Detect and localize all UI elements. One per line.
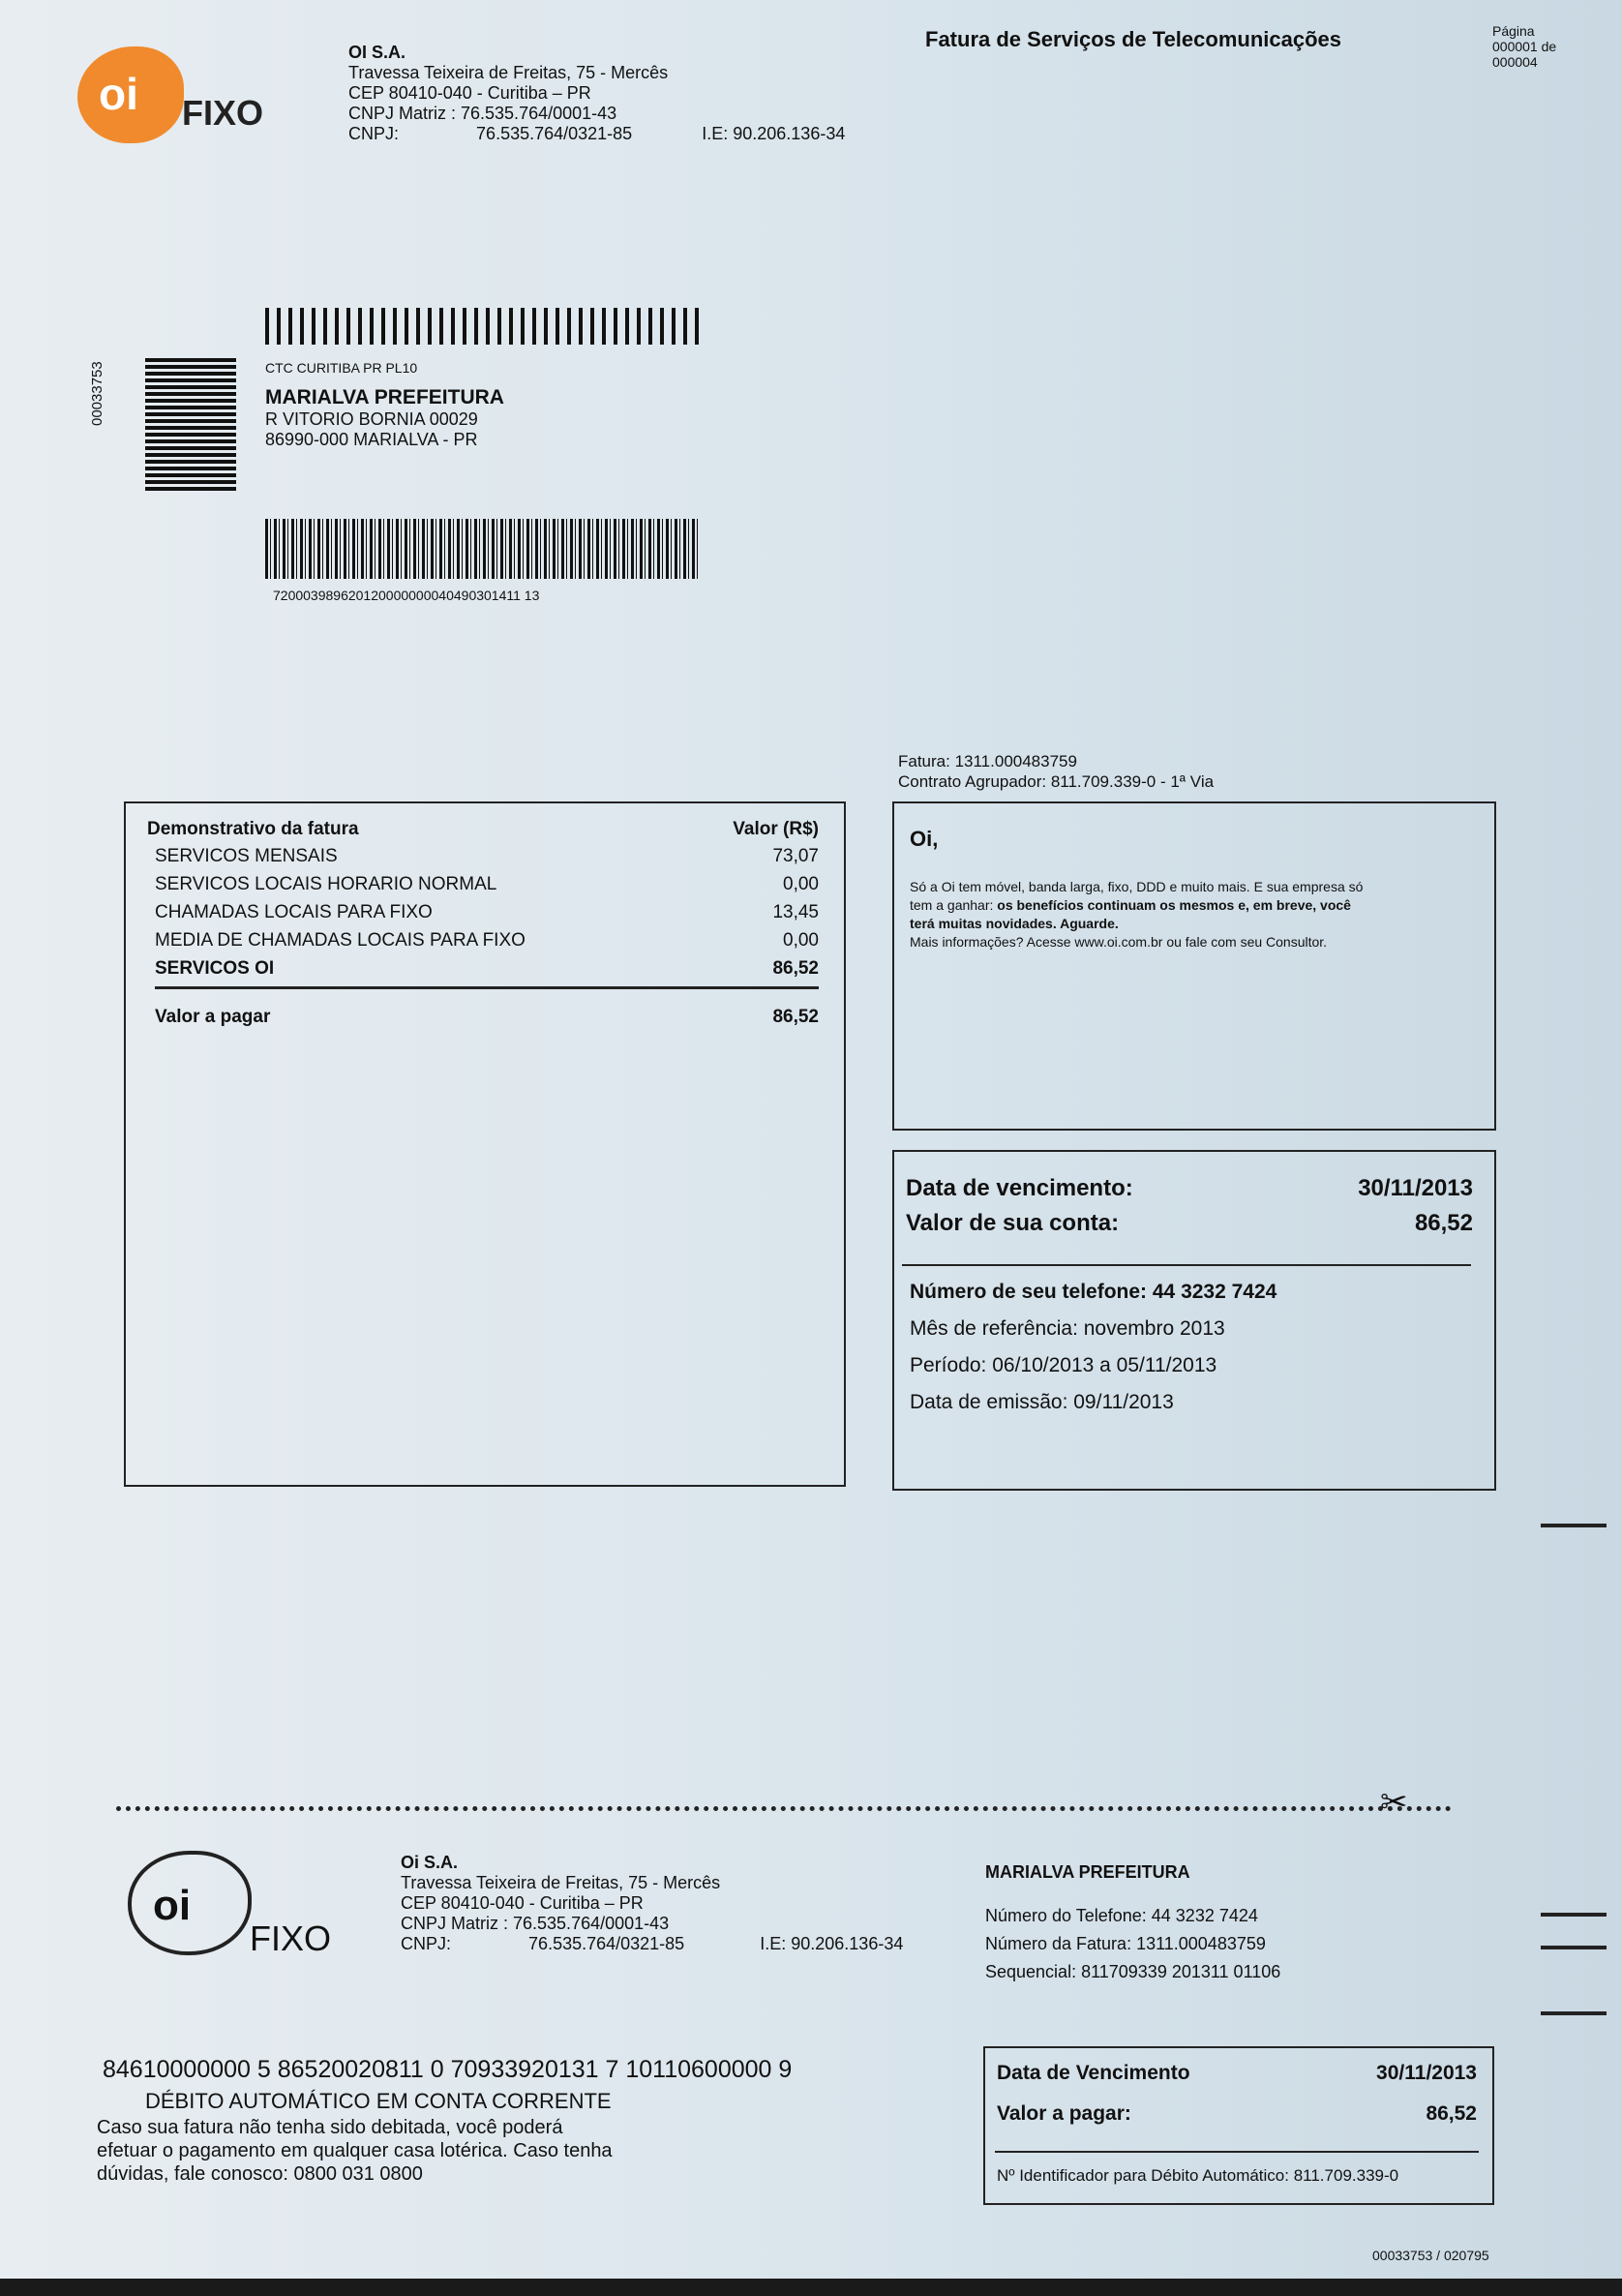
cnpj-label: CNPJ: [348,124,400,143]
table-row [155,842,819,870]
statement-title: Demonstrativo da fatura [147,819,359,839]
side-mark [1541,1913,1607,1917]
side-mark [1541,1524,1607,1527]
auto-debit-line: Caso sua fatura não tenha sido debitada, você poderá [97,2117,563,2138]
stub-customer-name: MARIALVA PREFEITURA [985,1862,1190,1882]
company-header [348,43,845,144]
statement-divider [155,986,819,989]
stub-company-name: Oi S.A. [401,1853,459,1872]
billing-period: Período: 06/10/2013 a 05/11/2013 [910,1354,1217,1376]
stub-company [401,1853,903,1954]
cnpj-value: 76.535.764/0321-85 [476,124,633,143]
table-row [155,926,819,954]
stub-company-cep: CEP 80410-040 - Curitiba – PR [401,1893,644,1913]
message-body [910,879,1487,952]
address-barcode [265,519,701,579]
auto-debit-title: DÉBITO AUTOMÁTICO EM CONTA CORRENTE [145,2089,612,2113]
stub-logo-fixo: FIXO [250,1918,332,1958]
document-title: Fatura de Serviços de Telecomunicações [925,27,1341,51]
scissors-icon: ✂ [1380,1784,1408,1821]
invoice-number: Fatura: 1311.000483759 [898,752,1077,770]
contract-number: Contrato Agrupador: 811.709.339-0 - 1ª Via [898,772,1215,791]
stub-sequence: Sequencial: 811709339 201311 01106 [985,1962,1281,1981]
stub-due-value: 30/11/2013 [1376,2062,1477,2084]
stub-cnpj-value: 76.535.764/0321-85 [528,1934,685,1953]
row-label: SERVICOS MENSAIS [155,845,338,866]
oi-logo [77,46,184,143]
subtotal-label: SERVICOS OI [155,957,275,979]
subtotal-row [155,954,819,982]
page-indicator [1492,23,1556,70]
stub-logo-oi: oi [153,1882,192,1929]
auto-debit-line: dúvidas, fale conosco: 0800 031 0800 [97,2163,423,2185]
row-value: 0,00 [783,873,819,894]
recipient-city: 86990-000 MARIALVA - PR [265,430,478,449]
message-line: terá muitas novidades. Aguarde. [910,916,1119,931]
logo-fixo-text: FIXO [182,93,264,133]
stub-cnpj [401,1934,903,1954]
side-mark [1541,2011,1607,2015]
company-cnpj [348,124,845,144]
row-label: CHAMADAS LOCAIS PARA FIXO [155,901,433,922]
page-label: Página [1492,23,1535,39]
table-row [155,870,819,898]
stub-debit-id: Nº Identificador para Débito Automático: 811.709.339-0 [997,2166,1399,2185]
logo-oi-text: oi [99,69,138,119]
company-name: OI S.A. [348,43,406,62]
total-label: Valor a pagar [155,1006,271,1027]
page-total: 000004 [1492,54,1538,70]
stub-invoice-number: Número da Fatura: 1311.000483759 [985,1934,1266,1953]
summary-box [892,1150,1496,1491]
page-number: 000001 de [1492,39,1557,54]
amount-value: 86,52 [1414,1210,1473,1236]
statement-box [124,801,846,1487]
stub-payment-box [983,2046,1494,2205]
company-address: Travessa Teixeira de Freitas, 75 - Mercês [348,63,669,82]
row-value: 0,00 [783,929,819,951]
datamatrix-code [145,358,236,492]
company-cep: CEP 80410-040 - Curitiba – PR [348,83,591,103]
summary-details [910,1274,1277,1421]
barcode-number: 720003989620120000000040490301411 13 [273,588,540,603]
postal-barcode [265,308,701,345]
issue-date: Data de emissão: 09/11/2013 [910,1391,1174,1413]
stub-logo [128,1851,252,1955]
amount-label: Valor de sua conta: [906,1210,1120,1236]
message-line: Mais informações? Acesse www.oi.com.br ou fale com seu Consultor. [910,934,1328,950]
route-code: CTC CURITIBA PR PL10 [265,360,418,376]
scan-edge [0,2279,1622,2296]
row-value: 73,07 [772,845,819,866]
recipient-name: MARIALVA PREFEITURA [265,386,504,408]
reference-month: Mês de referência: novembro 2013 [910,1317,1225,1340]
stub-divider [995,2151,1479,2153]
company-ie: I.E: 90.206.136-34 [702,124,846,143]
message-bold-text: os benefícios continuam os mesmos e, em breve, você [997,897,1351,913]
table-row [155,898,819,926]
stub-cnpj-matriz: CNPJ Matriz : 76.535.764/0001-43 [401,1914,670,1933]
due-date-label: Data de vencimento: [906,1175,1133,1201]
message-line [910,897,1487,914]
summary-divider [902,1264,1471,1266]
side-mark [1541,1946,1607,1949]
recipient-street: R VITORIO BORNIA 00029 [265,409,478,429]
message-text: tem a ganhar: [910,897,998,913]
message-line: Só a Oi tem móvel, banda larga, fixo, DDD e muito mais. E sua empresa só [910,879,1364,894]
total-value: 86,52 [772,1006,819,1027]
stub-amount-label: Valor a pagar: [997,2102,1131,2125]
value-header: Valor (R$) [733,819,819,839]
auto-debit-line: efetuar o pagamento em qualquer casa lotérica. Caso tenha [97,2140,613,2161]
stub-amount-value: 86,52 [1426,2102,1477,2125]
stub-cnpj-label: CNPJ: [401,1934,452,1953]
recipient-address [265,360,504,450]
invoice-reference [898,751,1214,792]
stub-customer-info [985,1862,1280,1986]
statement-header [147,817,819,842]
row-label: MEDIA DE CHAMADAS LOCAIS PARA FIXO [155,929,526,951]
statement-rows [147,842,819,982]
total-row [147,1003,819,1031]
footer-code: 00033753 / 020795 [1372,2248,1489,2263]
digitable-line: 84610000000 5 86520020811 0 70933920131 7 10110600000 9 [103,2056,793,2083]
message-greeting: Oi, [910,827,939,851]
row-value: 13,45 [772,901,819,922]
stub-due-label: Data de Vencimento [997,2062,1190,2084]
due-date-value: 30/11/2013 [1358,1175,1473,1201]
statement-table [147,817,819,1031]
stub-company-address: Travessa Teixeira de Freitas, 75 - Mercês [401,1873,721,1892]
company-cnpj-matriz: CNPJ Matriz : 76.535.764/0001-43 [348,104,617,123]
cut-line [116,1806,1452,1811]
stub-ie: I.E: 90.206.136-34 [760,1934,904,1953]
stub-phone: Número do Telefone: 44 3232 7424 [985,1906,1258,1925]
row-label: SERVICOS LOCAIS HORARIO NORMAL [155,873,497,894]
subtotal-value: 86,52 [772,957,819,979]
message-box [892,801,1496,1131]
auto-debit-text [97,2116,613,2186]
vertical-code: 00033753 [89,361,105,426]
phone-number: Número de seu telefone: 44 3232 7424 [910,1281,1277,1303]
